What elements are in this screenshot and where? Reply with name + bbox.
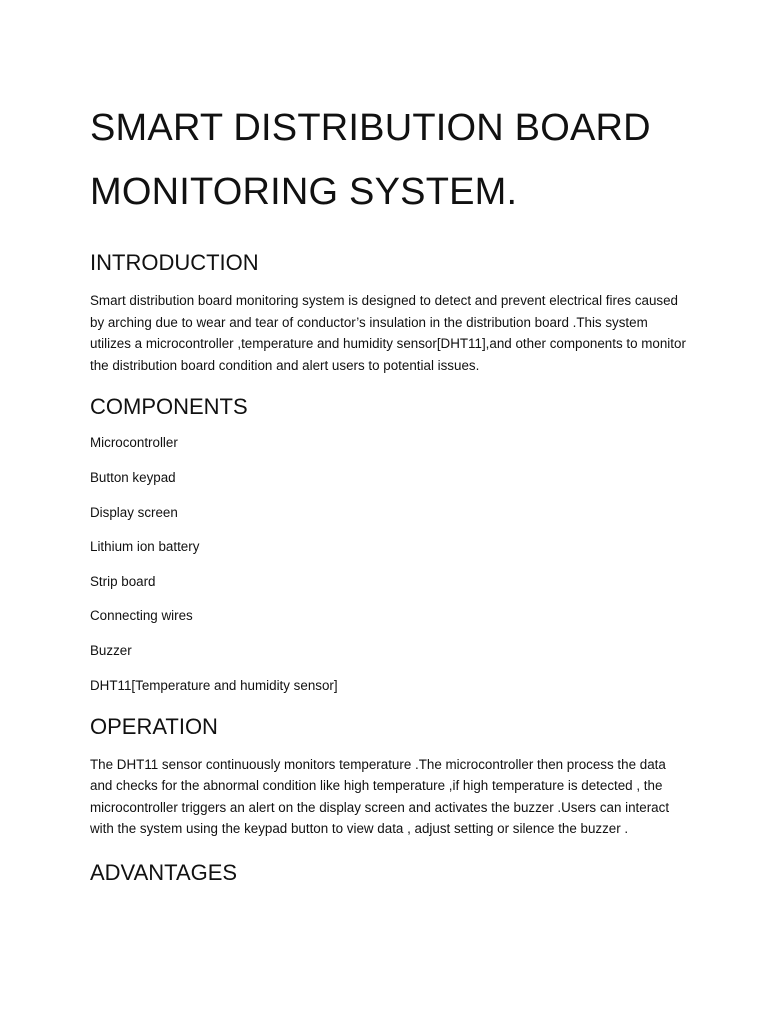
- operation-heading: OPERATION: [90, 713, 218, 739]
- component-item-buzzer: Buzzer: [90, 642, 132, 658]
- components-heading: COMPONENTS: [90, 394, 248, 420]
- document-content: [90, 96, 690, 888]
- component-item-connecting-wires: Connecting wires: [90, 608, 193, 624]
- introduction-paragraph: Smart distribution board monitoring system is designed to detect and prevent electrical fires caused by arching due to wear and tear of conductor’s insulation in the distribution board .This system utilizes a microcontroller ,temperature and humidity sensor[DHT11],and other components to monitor the distribution board condition and alert users to potential issues.: [90, 293, 686, 373]
- component-item-button-keypad: Button keypad: [90, 469, 176, 485]
- introduction-heading: INTRODUCTION: [90, 250, 259, 275]
- document-title: [90, 96, 690, 224]
- operation-paragraph: The DHT11 sensor continuously monitors temperature .The microcontroller then process the data and checks for the abnormal condition like high temperature ,if high temperature is detected , the microcontroller triggers an alert on the display screen and activates the buzzer .Users can interact with the system using the keypad button to view data , adjust setting or silence the buzzer .: [90, 756, 670, 837]
- component-item-display-screen: Display screen: [90, 504, 178, 520]
- components-list: [90, 432, 690, 695]
- advantages-heading: ADVANTAGES: [90, 859, 238, 885]
- component-item-microcontroller: Microcontroller: [90, 435, 178, 451]
- title-line-2: MONITORING SYSTEM.: [90, 171, 518, 213]
- component-item-lithium-battery: Lithium ion battery: [90, 539, 200, 555]
- component-item-strip-board: Strip board: [90, 573, 156, 589]
- title-line-1: SMART DISTRIBUTION BOARD: [90, 107, 651, 149]
- component-item-dht11: DHT11[Temperature and humidity sensor]: [90, 677, 338, 693]
